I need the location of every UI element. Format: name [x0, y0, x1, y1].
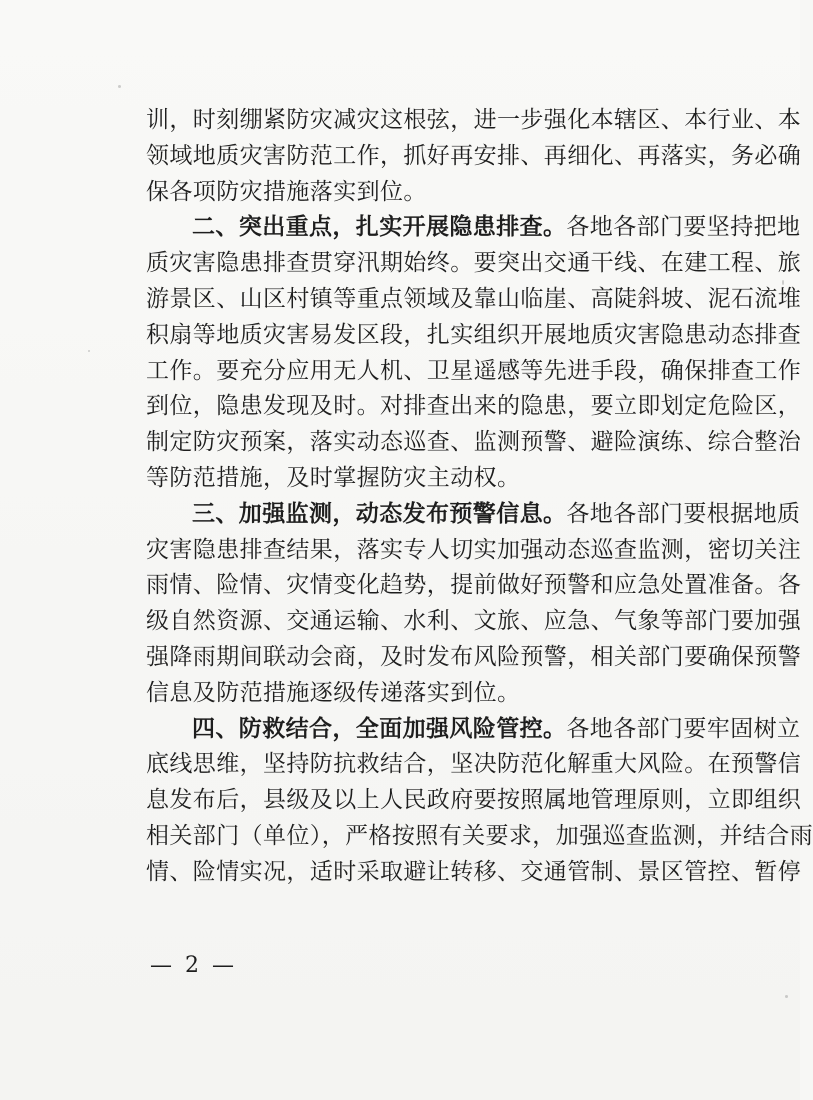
section-heading-line	[146, 712, 801, 748]
section-heading: 四、防救结合，全面加强风险管控。	[192, 715, 567, 742]
paragraph-line: 积扇等地质灾害易发区段，扎实组织开展地质灾害隐患动态排查	[146, 321, 802, 348]
scan-speck	[88, 350, 90, 352]
scan-speck	[782, 280, 784, 285]
scan-speck	[118, 85, 121, 88]
section-heading-line	[146, 210, 801, 246]
paragraph-line: 训，时刻绷紧防灾减灾这根弦，进一步强化本辖区、本行业、本	[146, 107, 802, 133]
paragraph-text: 各地各部门要坚持把地	[566, 214, 801, 241]
section-heading: 二、突出重点，扎实开展隐患排查。	[192, 214, 567, 241]
paragraph-line: 质灾害隐患排查贯穿汛期始终。要突出交通干线、在建工程、旅	[146, 250, 802, 277]
section-heading-line	[146, 497, 801, 533]
body-text	[146, 103, 813, 891]
paragraph-line: 到位，隐患发现及时。对排查出来的隐患，要立即划定危险区，	[146, 393, 802, 420]
page-number: — 2 —	[150, 953, 237, 978]
scan-speck	[785, 995, 788, 998]
paragraph-line: 领域地质灾害防范工作，抓好再安排、再细化、再落实，务必确	[146, 142, 802, 169]
paragraph-line: 息发布后，县级及以上人民政府要按照属地管理原则，立即组织	[146, 787, 802, 814]
paragraph-line: 灾害隐患排查结果，落实专人切实加强动态巡查监测，密切关注	[146, 536, 802, 563]
section-heading: 三、加强监测，动态发布预警信息。	[192, 500, 567, 527]
paragraph-line: 强降雨期间联动会商，及时发布风险预警，相关部门要确保预警	[146, 643, 802, 670]
paragraph-text: 各地各部门要牢固树立	[566, 715, 801, 742]
paragraph-line: 制定防灾预案，落实动态巡查、监测预警、避险演练、综合整治	[146, 429, 802, 456]
paragraph-line: 游景区、山区村镇等重点领域及靠山临崖、高陡斜坡、泥石流堆	[146, 285, 802, 312]
paragraph-line: 雨情、险情、灾情变化趋势，提前做好预警和应急处置准备。各	[146, 572, 802, 599]
paragraph-line: 等防范措施，及时掌握防灾主动权。	[146, 464, 521, 491]
paragraph-line: 信息及防范措施逐级传递落实到位。	[146, 679, 521, 706]
paragraph-line: 情、险情实况，适时采取避让转移、交通管制、景区管控、暂停	[146, 858, 802, 885]
paragraph-text: 各地各部门要根据地质	[566, 500, 801, 527]
paragraph-line: 底线思维，坚持防抗救结合，坚决防范化解重大风险。在预警信	[146, 751, 802, 778]
paragraph-line: 级自然资源、交通运输、水利、文旅、应急、气象等部门要加强	[146, 608, 802, 635]
paragraph-line: 相关部门（单位），严格按照有关要求，加强巡查监测，并结合雨	[146, 822, 813, 849]
paragraph-line: 工作。要充分应用无人机、卫星遥感等先进手段，确保排查工作	[146, 357, 802, 384]
paragraph-line: 保各项防灾措施落实到位。	[146, 178, 427, 205]
